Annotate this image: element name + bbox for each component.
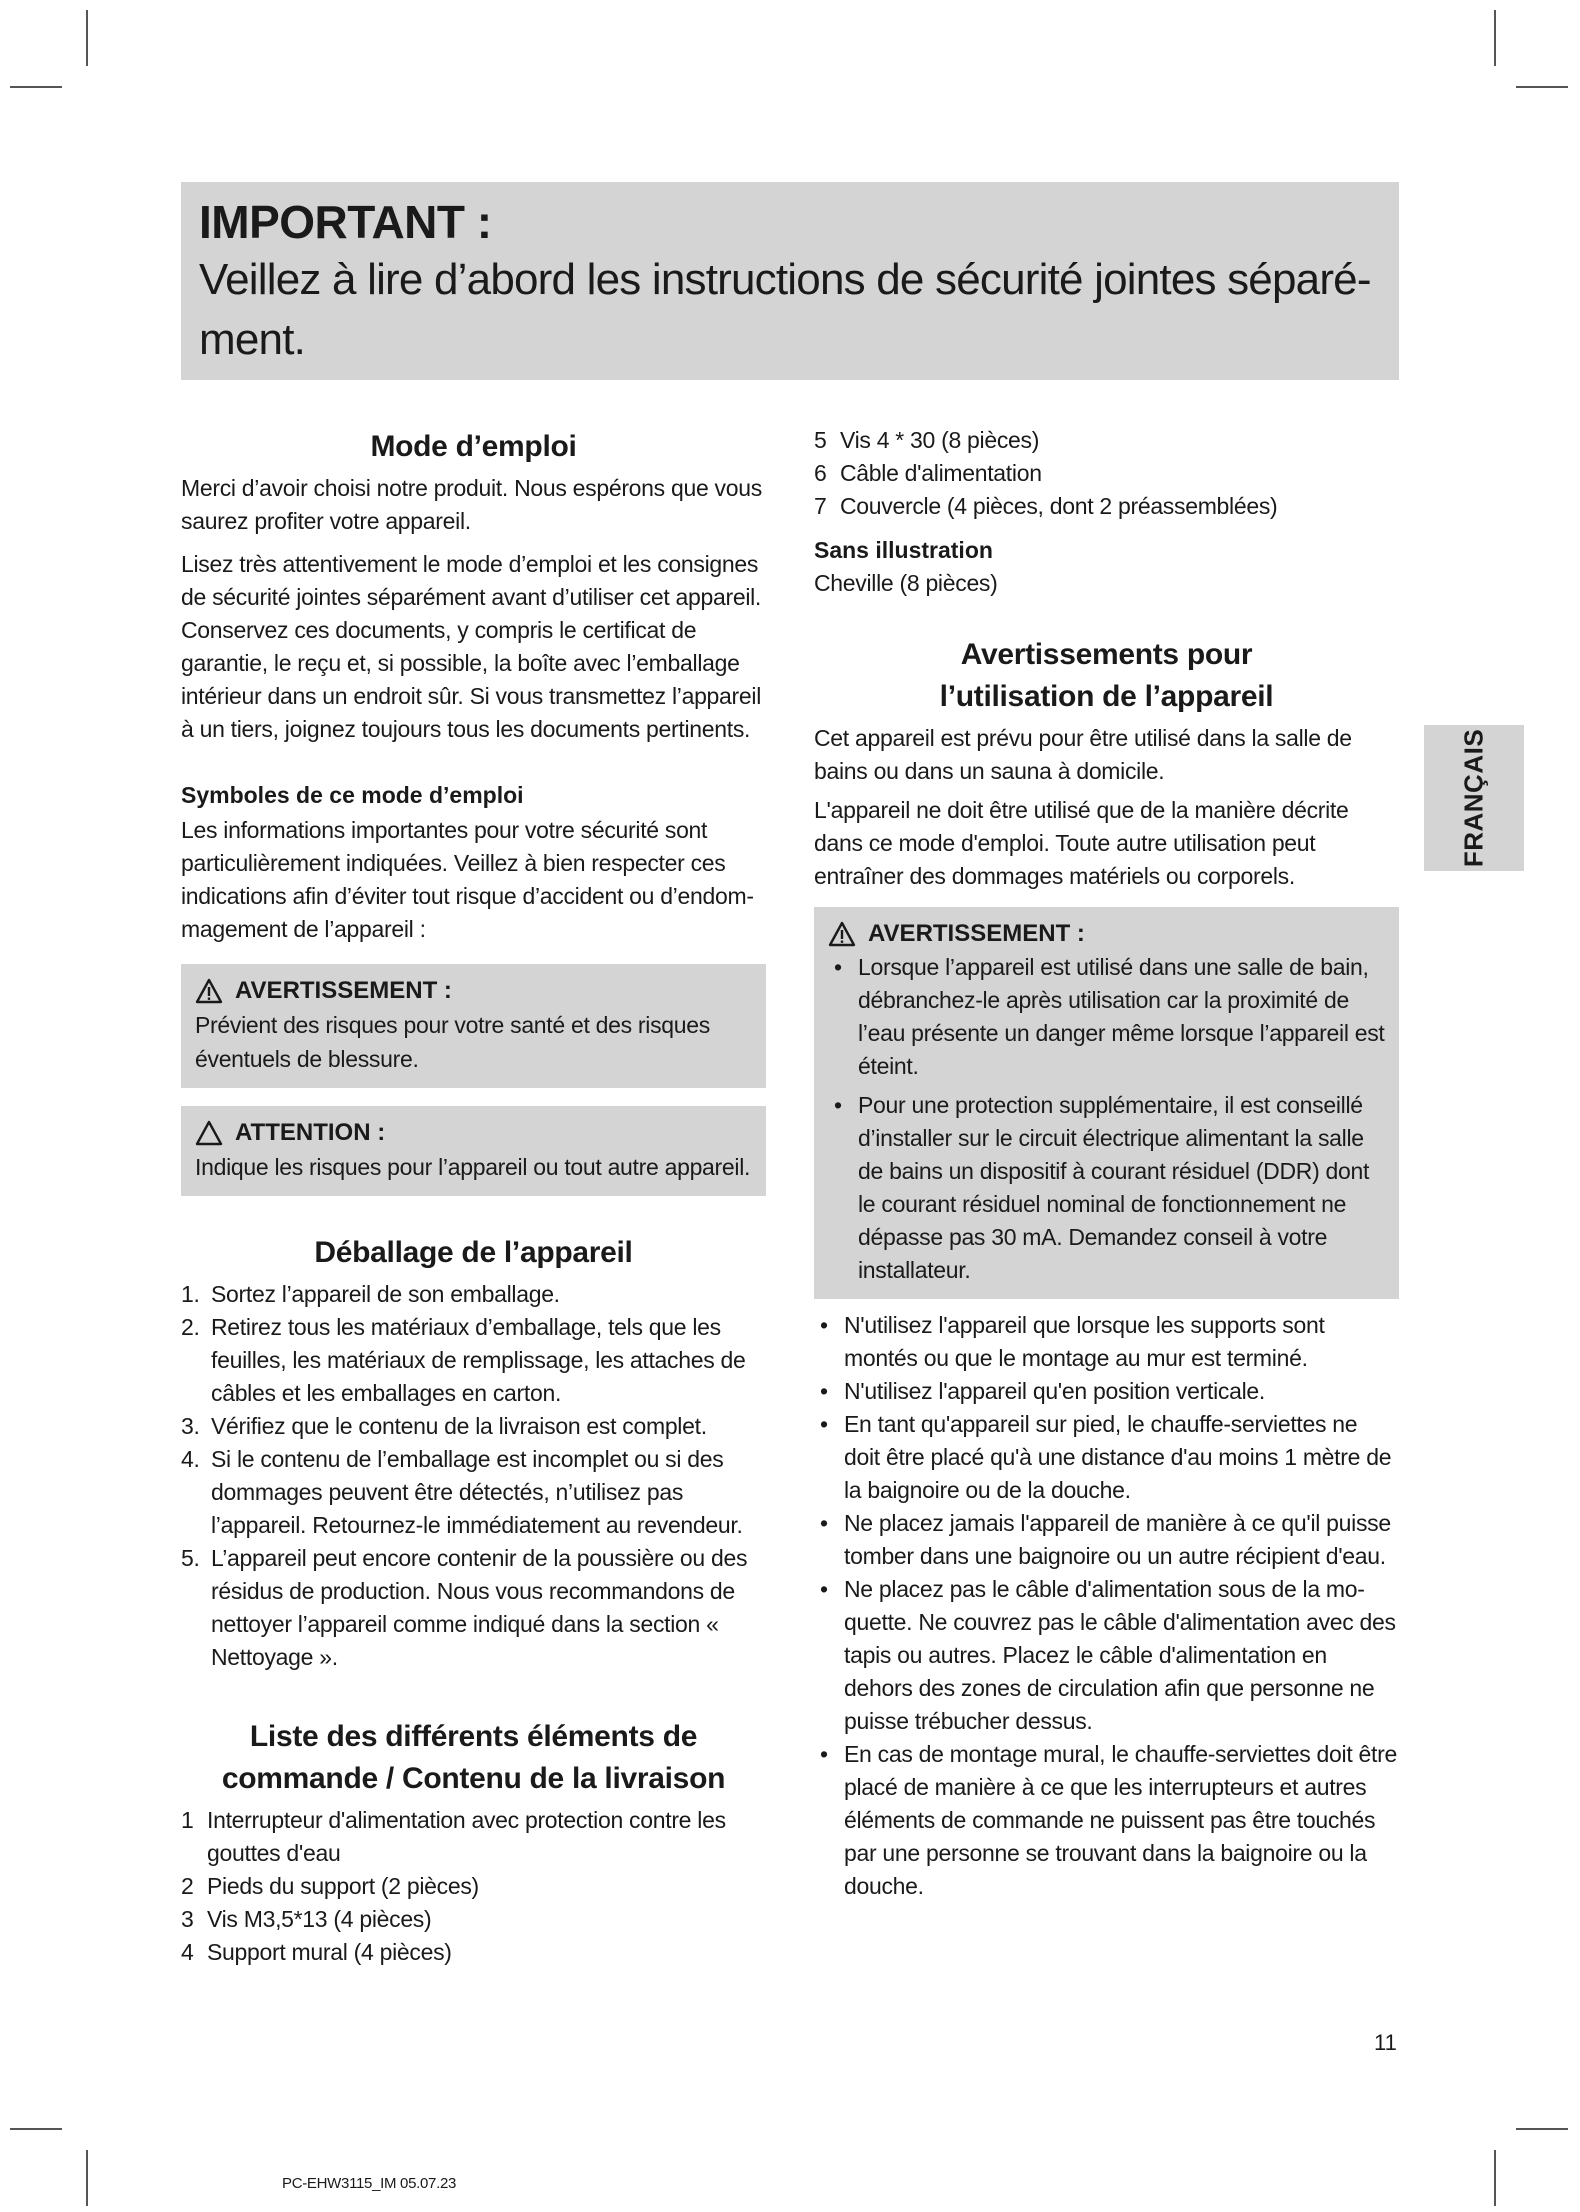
- language-tab-label: FRANÇAIS: [1458, 728, 1489, 868]
- usage-warning-paragraph: L'appareil ne doit être utilisé que de la manière décrite dans ce mode d'emploi. Toute autre utilisation peut entraîner des dommages matériels ou corporels.: [814, 797, 1349, 889]
- list-item: 6 Câble d'alimentation: [814, 460, 1042, 486]
- crop-mark: [1494, 10, 1496, 66]
- avertissement-box: [814, 907, 1399, 1299]
- crop-mark: [86, 2150, 88, 2206]
- list-item: • Pour une protection supplémentaire, il est conseillé d’installer sur le circuit électrique alimentant la salle de bains un dispositif à courant résiduel (DDR) dont le courant résiduel nominal de fonctionnement ne dépasse pas 30 mA. Demandez conseil à votre installateur.: [828, 1089, 1385, 1287]
- intro-paragraph: Merci d’avoir choisi notre produit. Nous espérons que vous saurez profiter votre appareil.: [181, 475, 762, 534]
- footer-code: PC-EHW3115_IM 05.07.23: [282, 2175, 457, 2192]
- sans-illustration-text: Cheville (8 pièces): [814, 570, 998, 596]
- list-item: 7 Couvercle (4 pièces, dont 2 préassemblées): [814, 493, 1278, 519]
- crop-mark: [10, 2128, 62, 2130]
- list-item: 3 Vis M3,5*13 (4 pièces): [181, 1906, 432, 1932]
- important-banner: [181, 182, 1399, 380]
- warning-box-text: Prévient des risques pour votre santé et des risques éventuels de blessure.: [195, 1012, 710, 1072]
- deballage-heading: Déballage de l’appareil: [314, 1236, 633, 1269]
- page-number: 11: [1374, 2030, 1397, 2055]
- symbols-heading: Symboles de ce mode d’emploi: [181, 782, 524, 808]
- list-item: • N'utilisez l'appareil qu'en position verticale.: [814, 1375, 1399, 1408]
- liste-items-right: [814, 424, 1399, 523]
- warning-triangle-icon: [828, 921, 856, 947]
- list-item: • En tant qu'appareil sur pied, le chauffe-serviettes ne doit être placé qu'à une distance d'au moins 1 mètre de la baignoire ou de la douche.: [814, 1408, 1399, 1507]
- list-item: 3. Vérifiez que le contenu de la livraison est complet.: [181, 1413, 707, 1439]
- banner-text: Veillez à lire d’abord les instructions de sécurité jointes séparément.: [199, 255, 1372, 364]
- warning-box: [181, 964, 766, 1088]
- attention-box: [181, 1106, 766, 1196]
- attention-triangle-icon: [195, 1120, 223, 1146]
- list-item: 1. Sortez l’appareil de son emballage.: [181, 1281, 560, 1307]
- list-item: 5. L’appareil peut encore contenir de la poussière ou des résidus de production. Nous vous recommandons de nettoyer l’appareil comme indiqué dans la section « Nettoyage ».: [181, 1545, 748, 1670]
- avertissements-list: [814, 1309, 1399, 1903]
- list-item: 4 Support mural (4 pièces): [181, 1939, 452, 1965]
- attention-box-label: ATTENTION :: [235, 1119, 386, 1146]
- usage-paragraph: Cet appareil est prévu pour être utilisé dans la salle de bains ou dans un sauna à domicile.: [814, 725, 1352, 784]
- liste-items-left: [181, 1804, 766, 1969]
- list-item: 2. Retirez tous les matériaux d’emballage, tels que les feuilles, les matériaux de remplissage, les attaches de câbles et les emballages en carton.: [181, 1314, 746, 1406]
- avertissement-box-list: [828, 951, 1385, 1287]
- symbols-paragraph: Les informations importantes pour votre sécurité sont particulièrement indiquées. Veillez à bien respecter ces indications afin d’éviter tout risque d’accident ou d’endommagement de l’appareil :: [181, 817, 754, 942]
- mode-emploi-heading: Mode d’emploi: [370, 430, 577, 463]
- list-item: • N'utilisez l'appareil que lorsque les supports sont montés ou que le montage au mur est terminé.: [814, 1309, 1399, 1375]
- list-item: 2 Pieds du support (2 pièces): [181, 1873, 479, 1899]
- avertissement-box-title: [828, 917, 1385, 951]
- crop-mark: [10, 86, 62, 88]
- deballage-list: [181, 1278, 766, 1674]
- crop-mark: [1516, 2128, 1568, 2130]
- warning-triangle-icon: [195, 978, 223, 1004]
- banner-title: IMPORTANT :: [199, 196, 492, 248]
- list-item: • En cas de montage mural, le chauffe-serviettes doit être placé de manière à ce que les interrupteurs et autres éléments de commande ne puissent pas être touchés par une personne se trouvant dans la baignoire ou la douche.: [814, 1738, 1399, 1903]
- avertissements-heading: Avertissements pour l’utilisation de l’appareil: [939, 638, 1274, 713]
- crop-mark: [86, 10, 88, 66]
- list-item: • Ne placez jamais l'appareil de manière à ce qu'il puisse tomber dans une baignoire ou un autre récipient d'eau.: [814, 1507, 1399, 1573]
- attention-box-text: Indique les risques pour l’appareil ou tout autre appareil.: [195, 1154, 751, 1180]
- liste-heading: Liste des différents éléments de commande / Contenu de la livraison: [221, 1720, 726, 1795]
- list-item: 5 Vis 4 * 30 (8 pièces): [814, 427, 1040, 453]
- list-item: 1 Interrupteur d'alimentation avec protection contre les gouttes d'eau: [181, 1807, 726, 1866]
- list-item: • Lorsque l’appareil est utilisé dans une salle de bain, débranchez-le après utilisation car la proximité de l’eau présente un danger même lorsque l’appareil est éteint.: [828, 951, 1385, 1083]
- warning-box-label: AVERTISSEMENT :: [235, 977, 452, 1004]
- left-column: [181, 426, 766, 1969]
- crop-mark: [1494, 2150, 1496, 2206]
- avertissement-box-label: AVERTISSEMENT :: [868, 920, 1085, 947]
- crop-mark: [1516, 86, 1568, 88]
- list-item: 4. Si le contenu de l’emballage est incomplet ou si des dommages peuvent être détectés, n’utilisez pas l’appareil. Retournez-le immédiatement au revendeur.: [181, 1446, 743, 1538]
- sans-illustration-heading: Sans illustration: [814, 537, 993, 563]
- language-tab: [1424, 725, 1524, 871]
- read-instructions-paragraph: Lisez très attentivement le mode d’emploi et les consignes de sécurité jointes séparément avant d’utiliser cet appareil. Conservez ces documents, y compris le certificat de garantie, le reçu et, si possible, la boîte avec l’emballage intérieur dans un endroit sûr. Si vous transmettez l’appareil à un tiers, joignez toujours tous les documents pertinents.: [181, 551, 762, 742]
- right-column: [814, 424, 1399, 1903]
- attention-box-title: [195, 1116, 752, 1150]
- warning-box-title: [195, 974, 752, 1008]
- list-item: • Ne placez pas le câble d'alimentation sous de la moquette. Ne couvrez pas le câble d'alimentation avec des tapis ou autres. Placez le câble d'alimentation en dehors des zones de circulation afin que personne ne puisse trébucher dessus.: [814, 1573, 1399, 1738]
